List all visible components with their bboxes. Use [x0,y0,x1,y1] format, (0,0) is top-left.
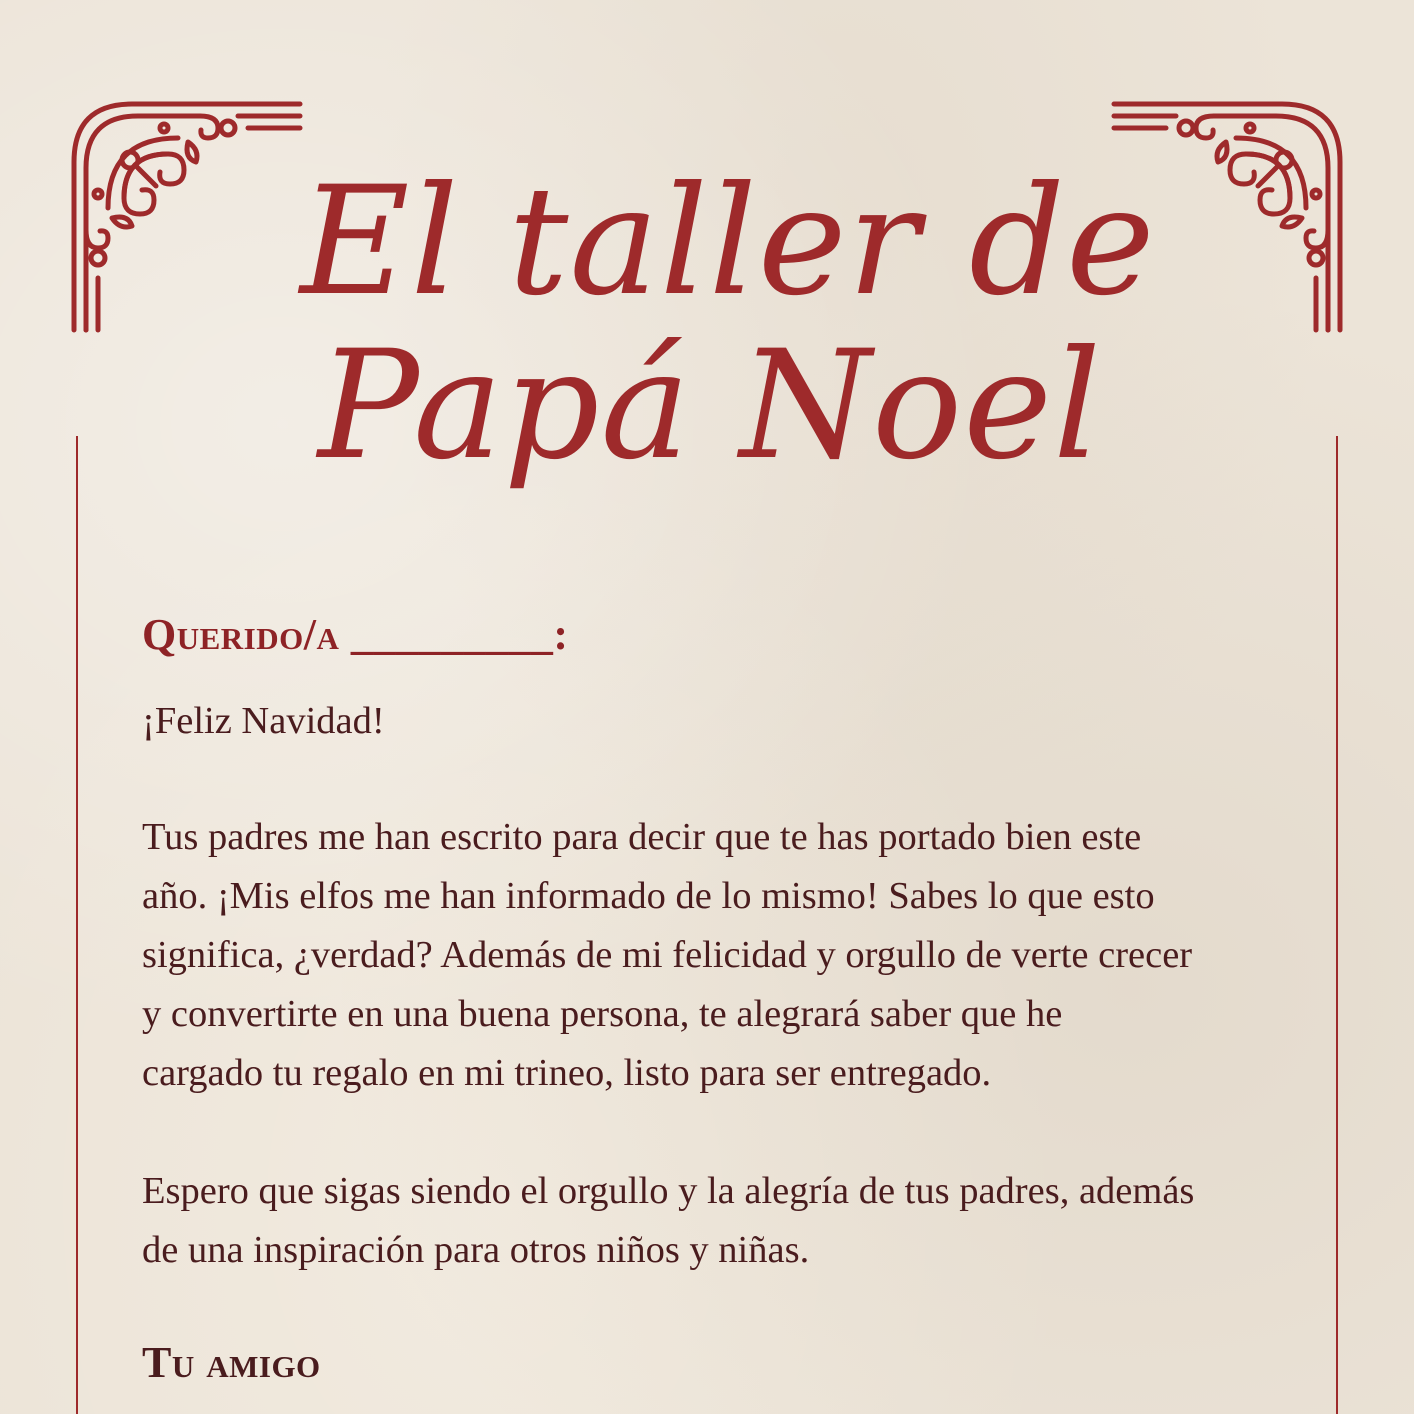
left-border-line [76,436,78,1414]
corner-ornament-top-left-icon [68,98,304,334]
paragraph-1-line: y convertirte en una buena persona, te alegrará saber que he [142,993,1063,1035]
greeting: Querido/a _________: [142,610,569,659]
paragraph-1-line: cargado tu regalo en mi trineo, listo para ser entregado. [142,1052,992,1094]
paragraph-1-line: Tus padres me han escrito para decir que te has portado bien este [142,816,1142,858]
paragraph-2-line: de una inspiración para otros niños y niñas. [142,1229,810,1271]
title-line-2: Papá Noel [317,319,1103,493]
paragraph-1-line: significa, ¿verdad? Además de mi felicidad y orgullo de verte crecer [142,934,1193,976]
right-border-line [1336,436,1338,1414]
exclamation: ¡Feliz Navidad! [142,700,385,742]
paragraph-1-line: año. ¡Mis elfos me han informado de lo mismo! Sabes lo que esto [142,875,1155,917]
paragraph-2-line: Espero que sigas siendo el orgullo y la alegría de tus padres, además [142,1170,1195,1212]
paragraph-1 [142,808,1272,1103]
letter-title [300,155,1156,493]
paragraph-2 [142,1162,1272,1280]
signoff: Tu amigo [142,1338,321,1387]
title-line-1: El taller de [300,155,1156,329]
